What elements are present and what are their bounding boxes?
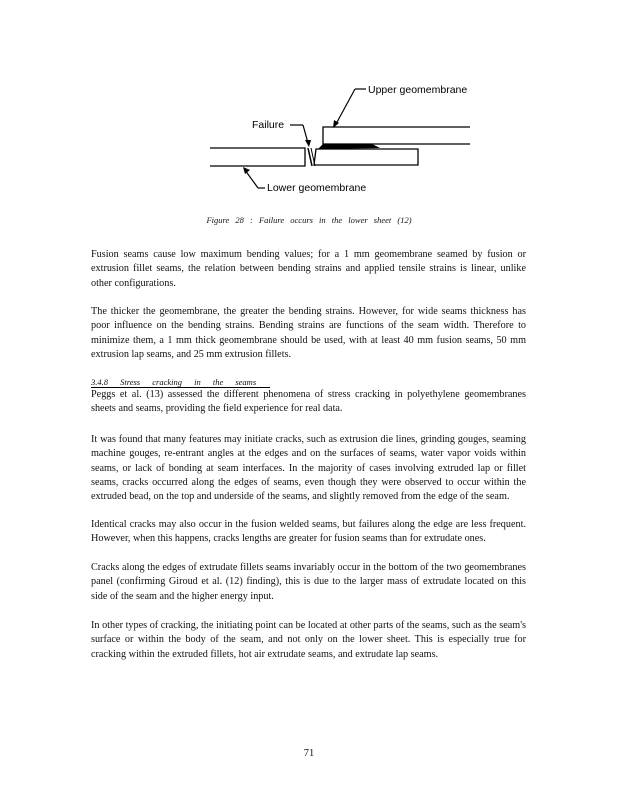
paragraph-fillet-cracks: Cracks along the edges of extrudate fillets seams invariably occur in the bottom of the two geomembranes panel (confirming Giroud et al. (12) finding), this is due to the larger mass of extrudate located on this side of the seam and the higher energy input. <box>91 562 526 602</box>
weld-bead <box>318 144 380 149</box>
label-failure: Failure <box>252 119 285 131</box>
paragraph-fusion-seams: Fusion seams cause low maximum bending values; for a 1 mm geomembrane seamed by fusion or extrusion fillet seams, the relation between bending strains and applied tensile strains is linear, unlike other configurations. <box>91 249 526 289</box>
paragraph-fusion-cracks: Identical cracks may also occur in the fusion welded seams, but failures along the edge are less frequent. However, when this happens, cracks lengths are greater for fusion seams than for extrudate ones. <box>91 519 526 545</box>
figure-caption: Figure 28 : Failure occurs in the lower sheet (12) <box>206 215 412 225</box>
seam-failure-figure <box>0 0 618 215</box>
arrow-failure <box>305 140 311 147</box>
paragraph-other-cracking: In other types of cracking, the initiating point can be located at other parts of the seams, such as the seam's surface or within the body of the seam, and not only on the lower sheet. This is especially true for cracking within the extruded fillets, hot air extrudate seams, and extrudate lap seams. <box>91 620 526 660</box>
leader-upper-2 <box>336 89 355 124</box>
upper-sheet <box>323 127 470 144</box>
label-lower-geomembrane: Lower geomembrane <box>267 182 367 194</box>
lower-sheet-right <box>314 149 418 165</box>
label-upper-geomembrane: Upper geomembrane <box>368 84 468 96</box>
paragraph-peggs: Peggs et al. (13) assessed the different phenomena of stress cracking in polyethylene geomembranes sheets and seams, providing the field experience for real data. <box>91 389 526 415</box>
page-number: 71 <box>303 748 315 759</box>
paragraph-crack-features: It was found that many features may initiate cracks, such as extrusion die lines, grinding gouges, seaming machine gouges, re-entrant angles at the edges and on the surfaces of seams, water vapor voids within seams, or lack of bonding at seam interfaces. In the majority of cases involving extruded lap or fillet seams, cracks occurred along the edges of seams, even though they were observed to occur within the extruded bead, on the top and underside of the seams, and slightly removed from the edge of the seam. <box>91 434 526 503</box>
section-heading: 3.4.8 Stress cracking in the seams <box>91 377 270 388</box>
leader-lower-2 <box>245 170 258 188</box>
lower-sheet-left <box>210 148 305 166</box>
paragraph-thickness: The thicker the geomembrane, the greater the bending strains. However, for wide seams thickness has poor influence on the bending strains. Bending strains are functions of the seam width. Therefore to minimize them, a 1 mm thick geomembrane should be used, with at least 40 mm fusion seams, 50 mm extrusion lap seams, and 25 mm extrusion fillets. <box>91 306 526 360</box>
